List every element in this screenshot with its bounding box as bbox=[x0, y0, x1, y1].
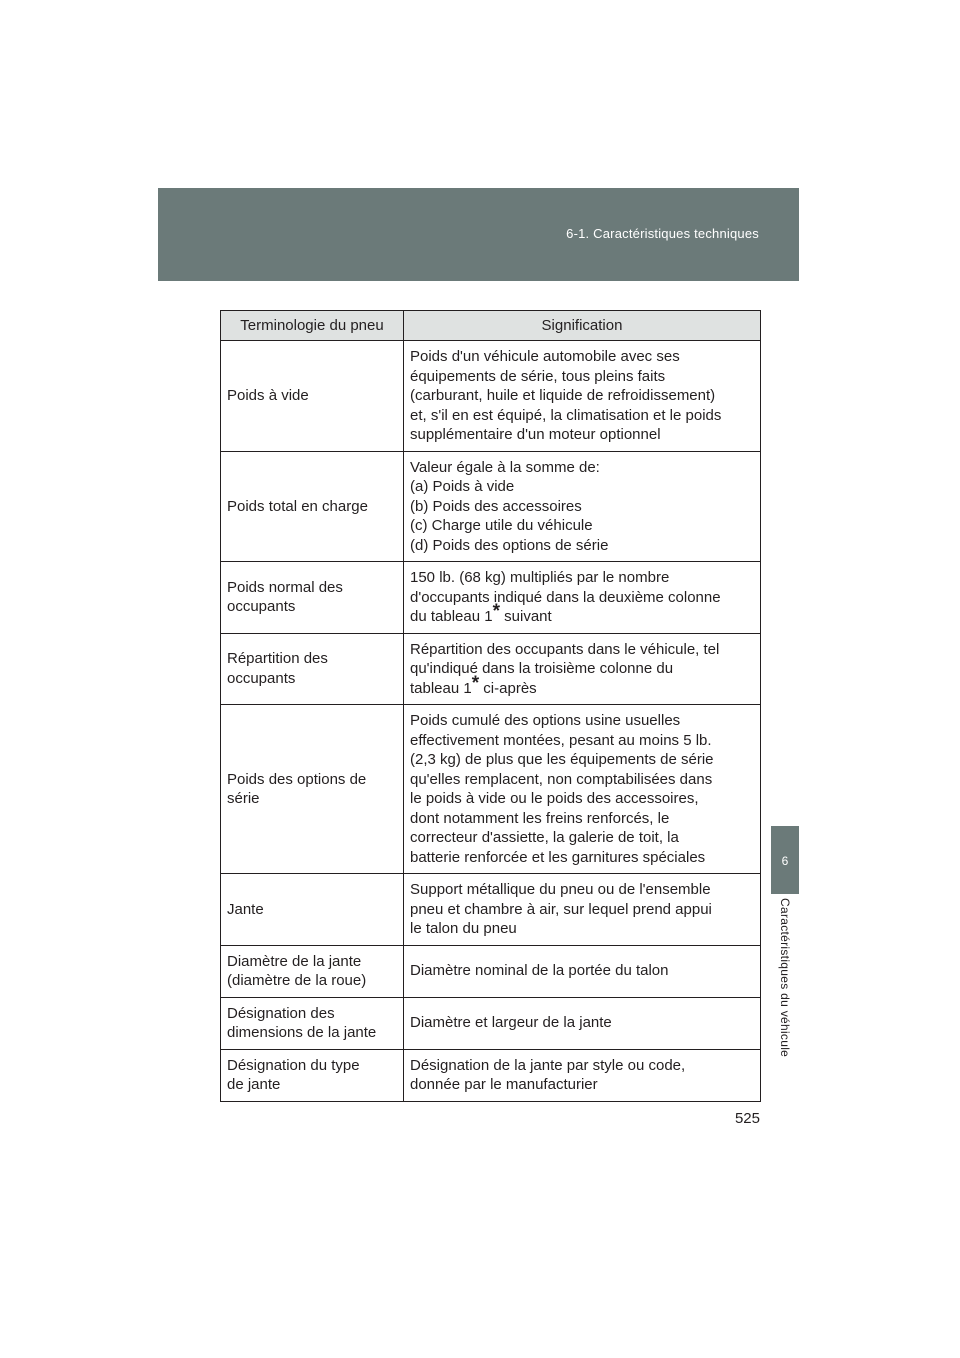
term-line: Répartition des bbox=[227, 650, 328, 668]
term-cell bbox=[221, 997, 404, 1049]
header-term: Terminologie du pneu bbox=[221, 311, 404, 341]
term-cell bbox=[221, 341, 404, 452]
term-line: (diamètre de la roue) bbox=[227, 972, 367, 989]
term-line: Poids total en charge bbox=[227, 497, 368, 515]
meaning-cell bbox=[404, 945, 761, 997]
meaning-cell bbox=[404, 451, 761, 562]
meaning-line: qu'elles remplacent, non comptabilisées dans bbox=[410, 770, 713, 788]
meaning-line bbox=[410, 601, 754, 627]
meaning-line: effectivement montées, pesant au moins 5 lb. bbox=[410, 731, 712, 749]
meaning-line: Valeur égale à la somme de: bbox=[410, 458, 600, 476]
chapter-number: 6 bbox=[781, 854, 789, 868]
meaning-line bbox=[410, 672, 754, 699]
chapter-label: Caractéristiques du véhicule bbox=[778, 898, 792, 1058]
meaning-line: le talon du pneu bbox=[410, 920, 517, 937]
meaning-line: Diamètre et largeur de la jante bbox=[410, 1014, 612, 1032]
meaning-line: Poids cumulé des options usine usuelles bbox=[410, 712, 681, 729]
term-line: Poids à vide bbox=[227, 387, 309, 404]
term-line: occupants bbox=[227, 669, 296, 687]
term-line: Poids des options de bbox=[227, 770, 367, 788]
meaning-line: Diamètre nominal de la portée du talon bbox=[410, 962, 669, 980]
term-cell bbox=[221, 705, 404, 874]
table-row bbox=[221, 945, 761, 997]
meaning-line: (b) Poids des accessoires bbox=[410, 497, 582, 515]
meaning-line: Désignation de la jante par style ou code, bbox=[410, 1056, 686, 1074]
meaning-cell bbox=[404, 705, 761, 874]
meaning-line: 150 lb. (68 kg) multipliés par le nombre bbox=[410, 569, 670, 586]
meaning-text: du tableau 1 bbox=[410, 608, 493, 625]
meaning-line: qu'indiqué dans la troisième colonne du bbox=[410, 660, 674, 677]
term-cell bbox=[221, 945, 404, 997]
table-row bbox=[221, 633, 761, 705]
meaning-line: Poids d'un véhicule automobile avec ses bbox=[410, 348, 680, 365]
term-line: Jante bbox=[227, 900, 264, 918]
meaning-line: (carburant, huile et liquide de refroidissement) bbox=[410, 387, 716, 404]
term-line: de jante bbox=[227, 1076, 281, 1093]
meaning-line: Support métallique du pneu ou de l'ensemble bbox=[410, 881, 711, 898]
meaning-line: donnée par le manufacturier bbox=[410, 1076, 598, 1093]
page-number: 525 bbox=[734, 1110, 760, 1127]
meaning-cell bbox=[404, 1049, 761, 1101]
term-line: série bbox=[227, 790, 260, 807]
meaning-line: et, s'il en est équipé, la climatisation et le poids bbox=[410, 406, 722, 424]
table-row bbox=[221, 341, 761, 452]
meaning-cell bbox=[404, 997, 761, 1049]
meaning-text: suivant bbox=[499, 608, 552, 625]
meaning-text: ci-après bbox=[479, 679, 537, 697]
term-line: Diamètre de la jante bbox=[227, 952, 362, 970]
table-header-row bbox=[221, 311, 761, 341]
term-cell bbox=[221, 451, 404, 562]
term-cell bbox=[221, 874, 404, 946]
meaning-line: dont notamment les freins renforcés, le bbox=[410, 809, 670, 827]
meaning-cell bbox=[404, 341, 761, 452]
term-line: dimensions de la jante bbox=[227, 1024, 377, 1041]
term-line: occupants bbox=[227, 598, 296, 616]
term-line: Désignation des bbox=[227, 1004, 335, 1022]
meaning-line: le poids à vide ou le poids des accessoires, bbox=[410, 790, 699, 807]
chapter-tab bbox=[771, 826, 799, 894]
meaning-cell bbox=[404, 633, 761, 705]
table-row bbox=[221, 1049, 761, 1101]
meaning-line: batterie renforcée et les garnitures spéciales bbox=[410, 848, 706, 866]
table-row bbox=[221, 562, 761, 634]
meaning-cell bbox=[404, 874, 761, 946]
table-row bbox=[221, 705, 761, 874]
meaning-cell bbox=[404, 562, 761, 634]
meaning-line: pneu et chambre à air, sur lequel prend appui bbox=[410, 900, 712, 918]
meaning-line: équipements de série, tous pleins faits bbox=[410, 367, 666, 385]
term-cell bbox=[221, 1049, 404, 1101]
footnote-star: * bbox=[492, 601, 500, 622]
meaning-line: d'occupants indiqué dans la deuxième colonne bbox=[410, 588, 721, 606]
section-header-band bbox=[158, 188, 799, 281]
meaning-line: (c) Charge utile du véhicule bbox=[410, 517, 593, 534]
term-line: Désignation du type bbox=[227, 1056, 360, 1074]
table-row bbox=[221, 451, 761, 562]
table-row bbox=[221, 997, 761, 1049]
footnote-star: * bbox=[471, 672, 480, 694]
tire-terminology-table bbox=[220, 310, 761, 1102]
meaning-line: (d) Poids des options de série bbox=[410, 536, 609, 554]
meaning-line: Répartition des occupants dans le véhicule, tel bbox=[410, 640, 720, 658]
term-line: Poids normal des bbox=[227, 578, 343, 596]
meaning-line: correcteur d'assiette, la galerie de toit, la bbox=[410, 829, 679, 846]
term-cell bbox=[221, 562, 404, 634]
term-cell bbox=[221, 633, 404, 705]
meaning-line: supplémentaire d'un moteur optionnel bbox=[410, 426, 661, 443]
meaning-line: (a) Poids à vide bbox=[410, 478, 515, 495]
header-meaning: Signification bbox=[404, 311, 761, 341]
section-title: 6-1. Caractéristiques techniques bbox=[566, 226, 759, 241]
table-row bbox=[221, 874, 761, 946]
meaning-line: (2,3 kg) de plus que les équipements de série bbox=[410, 751, 714, 768]
meaning-text: tableau 1 bbox=[410, 679, 472, 697]
